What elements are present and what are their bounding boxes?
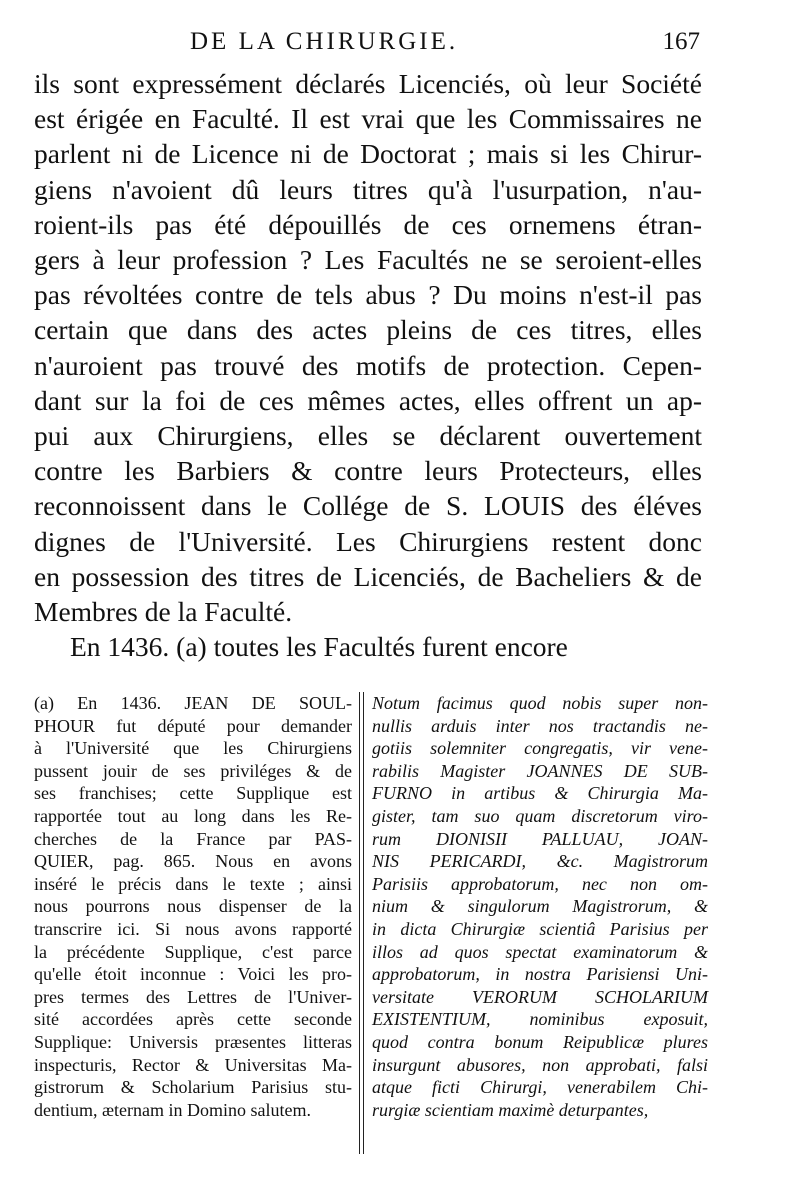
footnote-line: nous pourrons nous dispenser de la bbox=[34, 896, 352, 917]
footnote-line: la précédente Supplique, c'est parce bbox=[34, 941, 352, 962]
footnote-line: Parisiis approbatorum, nec non om- bbox=[372, 873, 708, 894]
footnote-line: PHOUR fut député pour demander bbox=[34, 715, 352, 736]
footnote-line: à l'Université que les Chirurgiens bbox=[34, 738, 352, 759]
body-line: pas révoltées contre de tels abus ? Du moins n'est-il pas bbox=[34, 279, 702, 311]
footnote-line: Supplique: Universis præsentes litteras bbox=[34, 1031, 352, 1052]
body-line: dant sur la foi de ces mêmes actes, elles offrent un ap- bbox=[34, 384, 702, 416]
body-line: dignes de l'Université. Les Chirurgiens restent donc bbox=[34, 525, 702, 557]
footnote-line: rapportée tout au long dans les Re- bbox=[34, 805, 352, 826]
main-text-body bbox=[34, 66, 702, 664]
footnote-line: cherches de la France par PAS- bbox=[34, 828, 352, 849]
footnote-line: Notum facimus quod nobis super non- bbox=[372, 693, 708, 713]
body-line: gers à leur profession ? Les Facultés ne se seroient-elles bbox=[34, 244, 702, 276]
running-title: DE LA CHIRURGIE. bbox=[190, 28, 459, 55]
column-divider bbox=[363, 692, 364, 1154]
body-line: certain que dans des actes pleins de ces titres, elles bbox=[34, 314, 702, 346]
footnote-line: nullis arduis inter nos tractandis ne- bbox=[372, 715, 708, 736]
footnote-line: insurgunt abusores, non approbati, falsi bbox=[372, 1054, 708, 1075]
footnote-line: inséré le précis dans le texte ; ainsi bbox=[34, 873, 352, 894]
footnote-line: gotiis solemniter congregatis, vir vene- bbox=[372, 738, 708, 759]
footnote-line: pres termes des Lettres de l'Univer- bbox=[34, 986, 352, 1007]
footnote-line: inspecturis, Rector & Universitas Ma- bbox=[34, 1054, 352, 1075]
footnote-line: EXISTENTIUM, nominibus exposuit, bbox=[372, 1009, 708, 1030]
footnote-line: atque ficti Chirurgi, venerabilem Chi- bbox=[372, 1077, 708, 1098]
footnote-line: versitate VERORUM SCHOLARIUM bbox=[372, 986, 708, 1007]
footnote-line: approbatorum, in nostra Parisiensi Uni- bbox=[372, 964, 708, 985]
column-divider bbox=[359, 692, 360, 1154]
footnote-line: nium & singulorum Magistrorum, & bbox=[372, 896, 708, 917]
body-line: contre les Barbiers & contre leurs Protecteurs, elles bbox=[34, 455, 702, 487]
footnote-line: gistrorum & Scholarium Parisius stu- bbox=[34, 1077, 352, 1098]
body-line: en possession des titres de Licenciés, de Bacheliers & de bbox=[34, 560, 702, 592]
footnote-line: QUIER, pag. 865. Nous en avons bbox=[34, 851, 352, 872]
body-line: ils sont expressément déclarés Licenciés, où leur Société bbox=[34, 68, 702, 99]
footnote-line: (a) En 1436. JEAN DE SOUL- bbox=[34, 693, 352, 713]
footnote-line: qu'elle étoit inconnue : Voici les pro- bbox=[34, 964, 352, 985]
footnote-line: sité accordées après cette seconde bbox=[34, 1009, 352, 1030]
footnote-line: transcrire ici. Si nous avons rapporté bbox=[34, 918, 352, 939]
footnote-line: rum DIONISII PALLUAU, JOAN- bbox=[372, 828, 708, 849]
page-header bbox=[190, 28, 700, 64]
footnote-left-column bbox=[34, 692, 352, 1121]
footnote-line: rabilis Magister JOANNES DE SUB- bbox=[372, 760, 708, 781]
footnote-line: illos ad quos spectat examinatorum & bbox=[372, 941, 708, 962]
footnote-line: rurgiæ scientiam maximè deturpantes, bbox=[372, 1099, 649, 1120]
footnote-line: NIS PERICARDI, &c. Magistrorum bbox=[372, 851, 708, 872]
footnote-line: quod contra bonum Reipublicæ plures bbox=[372, 1031, 708, 1052]
body-line: Membres de la Faculté. bbox=[34, 596, 293, 628]
body-line: roient-ils pas été dépouillés de ces ornemens étran- bbox=[34, 208, 702, 240]
footnote-line: dentium, æternam in Domino salutem. bbox=[34, 1099, 311, 1120]
footnote-line: FURNO in artibus & Chirurgia Ma- bbox=[372, 783, 708, 804]
footnote-line: ses franchises; cette Supplique est bbox=[34, 783, 352, 804]
footnote-right-column bbox=[372, 692, 708, 1121]
footnote-line: in dicta Chirurgiæ scientiâ Parisius per bbox=[372, 918, 708, 939]
footnote-line: pussent jouir de ses priviléges & de bbox=[34, 760, 352, 781]
body-line: est érigée en Faculté. Il est vrai que les Commissaires ne bbox=[34, 103, 702, 135]
body-line: n'auroient pas trouvé des motifs de protection. Cepen- bbox=[34, 349, 702, 381]
footnote-line: gister, tam suo quam discretorum viro- bbox=[372, 805, 708, 826]
page-number: 167 bbox=[662, 28, 700, 55]
body-line: reconnoissent dans le Collége de S. LOUIS des éléves bbox=[34, 490, 702, 522]
new-paragraph-line: En 1436. (a) toutes les Facultés furent encore bbox=[70, 631, 568, 663]
body-line: giens n'avoient dû leurs titres qu'à l'usurpation, n'au- bbox=[34, 173, 702, 205]
footnote-area bbox=[34, 692, 710, 1162]
body-line: pui aux Chirurgiens, elles se déclarent ouvertement bbox=[34, 420, 702, 452]
body-line: parlent ni de Licence ni de Doctorat ; mais si les Chirur- bbox=[34, 138, 702, 170]
